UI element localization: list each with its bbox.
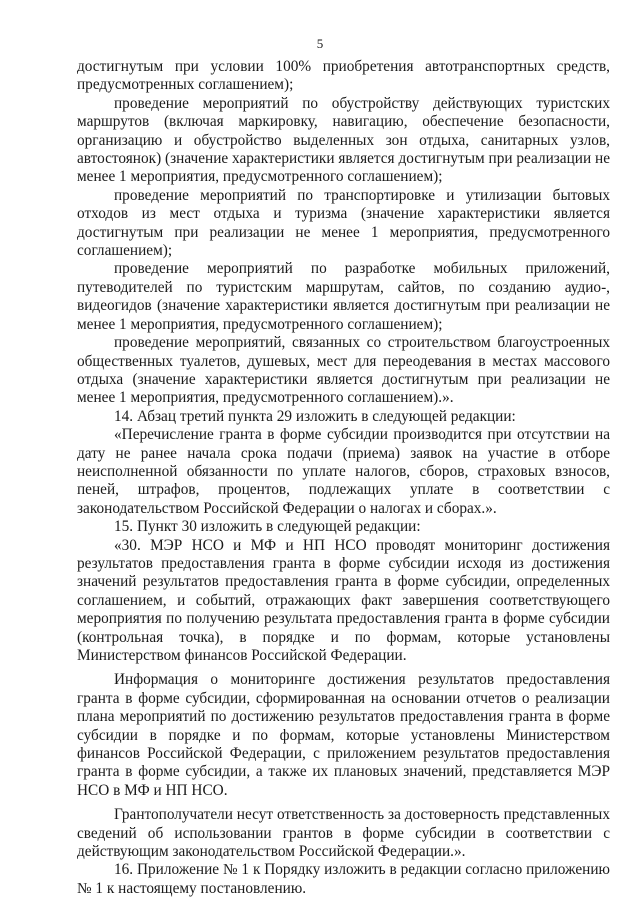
page-number: 5 <box>316 36 324 51</box>
document-body <box>77 58 610 898</box>
paragraph-item-14: 14. Абзац третий пункта 29 изложить в следующей редакции: <box>114 407 516 425</box>
paragraph-monitoring-info: Информация о мониторинге достижения результатов предоставления гранта в форме субсидии, сформированная на основании отчетов о реализации плана мероприятий по достижению результатов предоставления гранта в форме субсидии в порядке и по формам, которые установлены Министерством финансов Российской Федерации, с приложением результатов предоставления гранта в форме субсидии, а также их плановых значений, представляется МЭР НСО в МФ и НП НСО. <box>77 671 610 799</box>
paragraph-tourist-routes: проведение мероприятий по обустройству действующих туристских маршрутов (включая маркировку, навигацию, обеспечение безопасности, организацию и обустройство выделенных зон отдыха, санитарных узлов, автостоянок) (значение характеристики является достигнутым при реализации не менее 1 мероприятия, предусмотренного соглашением); <box>77 94 610 186</box>
paragraph-mobile-apps: проведение мероприятий по разработке мобильных приложений, путеводителей по туристским маршрутам, сайтов, по созданию аудио-, видеогидов (значение характеристики является достигнутым при реализации не менее 1 мероприятия, предусмотренного соглашением); <box>77 260 610 333</box>
paragraph-public-toilets: проведение мероприятий, связанных со строительством благоустроенных общественных туалетов, душевых, мест для переодевания в местах массового отдыха (значение характеристики является достигнутым при реализации не менее 1 мероприятия, предусмотренного соглашением).». <box>77 334 610 407</box>
paragraph-waste-transport: проведение мероприятий по транспортировке и утилизации бытовых отходов из мест отдыха и туризма (значение характеристики является достигнутым при реализации не менее 1 мероприятия, предусмотренного соглашением); <box>77 186 610 260</box>
paragraph-item-16: 16. Приложение № 1 к Порядку изложить в редакции согласно приложению № 1 к настоящему постановлению. <box>77 861 610 897</box>
paragraph-grant-transfer: «Перечисление гранта в форме субсидии производится при отсутствии на дату не ранее начала срока подачи (приема) заявок на участие в отборе неисполненной обязанности по уплате налогов, сборов, страховых взносов, пеней, штрафов, процентов, подлежащих уплате в соответствии с законодательством Российской Федерации о налогах и сборах.». <box>77 426 610 517</box>
paragraph-monitoring: «30. МЭР НСО и МФ и НП НСО проводят мониторинг достижения результатов предоставления гранта в форме субсидии исходя из достижения значений результатов предоставления гранта в форме субсидии, определенных соглашением, и событий, отражающих факт завершения соответствующего мероприятия по получению результата предоставления гранта в форме субсидии (контрольная точка), в порядке и по формам, которые установлены Министерством финансов Российской Федерации. <box>77 536 610 664</box>
paragraph-item-15: 15. Пункт 30 изложить в следующей редакции: <box>114 518 421 536</box>
paragraph-continuation: достигнутым при условии 100% приобретения автотранспортных средств, предусмотренных соглашением); <box>77 58 610 94</box>
paragraph-responsibility: Грантополучатели несут ответственность за достоверность представленных сведений об использовании грантов в форме субсидии в соответствии с действующим законодательством Российской Федерации.». <box>77 806 610 861</box>
